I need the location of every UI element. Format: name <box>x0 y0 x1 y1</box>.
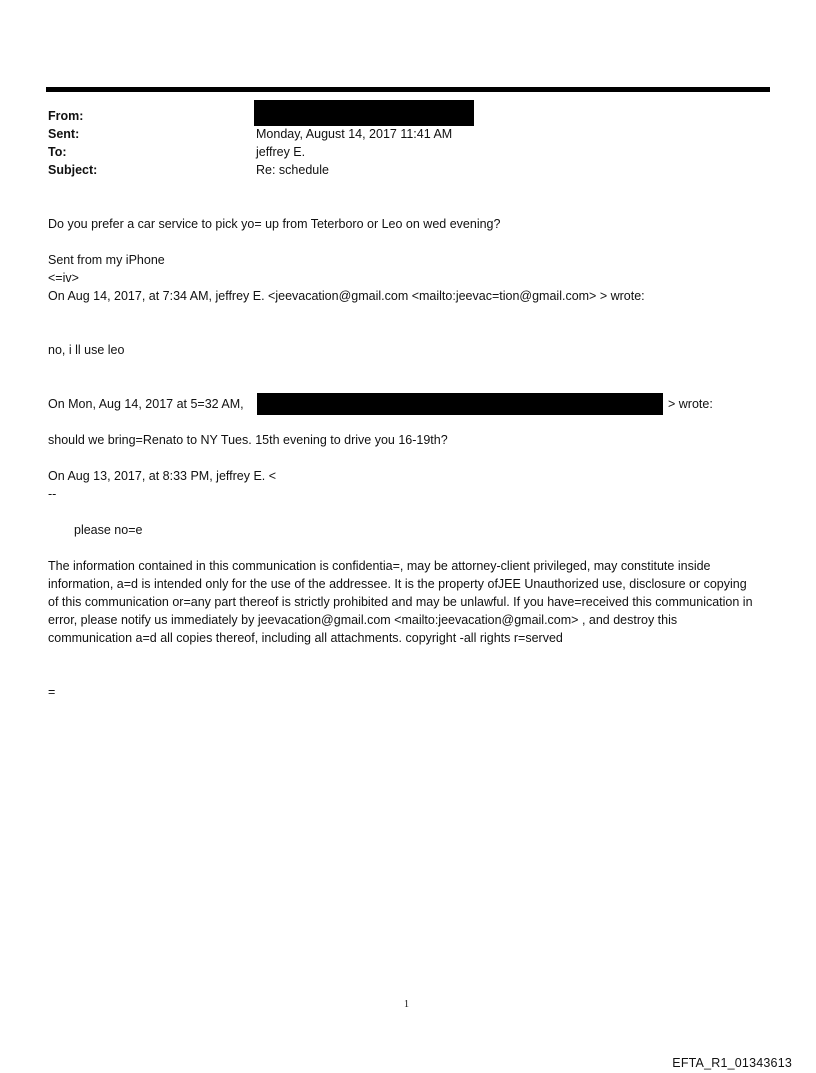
header-rule <box>46 87 770 92</box>
body-line: should we bring=Renato to NY Tues. 15th evening to drive you 16-19th? <box>48 433 448 447</box>
body-line: On Aug 14, 2017, at 7:34 AM, jeffrey E. <jeevacation@gmail.com <mailto:jeevac=tion@gmail.com> > wrote: <box>48 289 645 303</box>
page-number: 1 <box>404 999 409 1010</box>
sender-redaction <box>257 393 663 415</box>
to-value: jeffrey E. <box>256 145 306 159</box>
document-id: EFTA_R1_01343613 <box>672 1056 792 1070</box>
body-line: > wrote: <box>668 397 713 411</box>
body-line: Do you prefer a car service to pick yo= up from Teterboro or Leo on wed evening? <box>48 217 501 231</box>
body-line: On Aug 13, 2017, at 8:33 PM, jeffrey E. < <box>48 469 277 483</box>
from-label: From: <box>48 109 84 123</box>
subject-value: Re: schedule <box>256 163 329 177</box>
body-line: -- <box>48 487 57 501</box>
sent-label: Sent: <box>48 127 80 141</box>
sent-value: Monday, August 14, 2017 11:41 AM <box>256 127 453 141</box>
body-line: <=iv> <box>48 271 79 285</box>
from-redaction <box>254 100 474 126</box>
body-line: no, i ll use leo <box>48 343 125 357</box>
subject-label: Subject: <box>48 163 98 177</box>
body-line: = <box>48 685 56 699</box>
to-label: To: <box>48 145 67 159</box>
body-line: On Mon, Aug 14, 2017 at 5=32 AM, <box>48 397 244 411</box>
body-line: please no=e <box>74 523 143 537</box>
body-line: Sent from my iPhone <box>48 253 165 267</box>
disclaimer-paragraph: The information contained in this communication is confidentia=, may be attorney-client privileged, may constitute inside information, a=d is intended only for the use of the addressee. It is the property ofJEE Unauthorized use, disclosure or copying of this communication or=any part thereof is strictly prohibited and may be unlawful. If you have=received this communication in error, please notify us immediately by jeevacation@gmail.com <mailto:jeevacation@gmail.com> , and destroy this communication a=d all copies thereof, including all attachments. copyright -all rights r=served <box>48 559 753 645</box>
